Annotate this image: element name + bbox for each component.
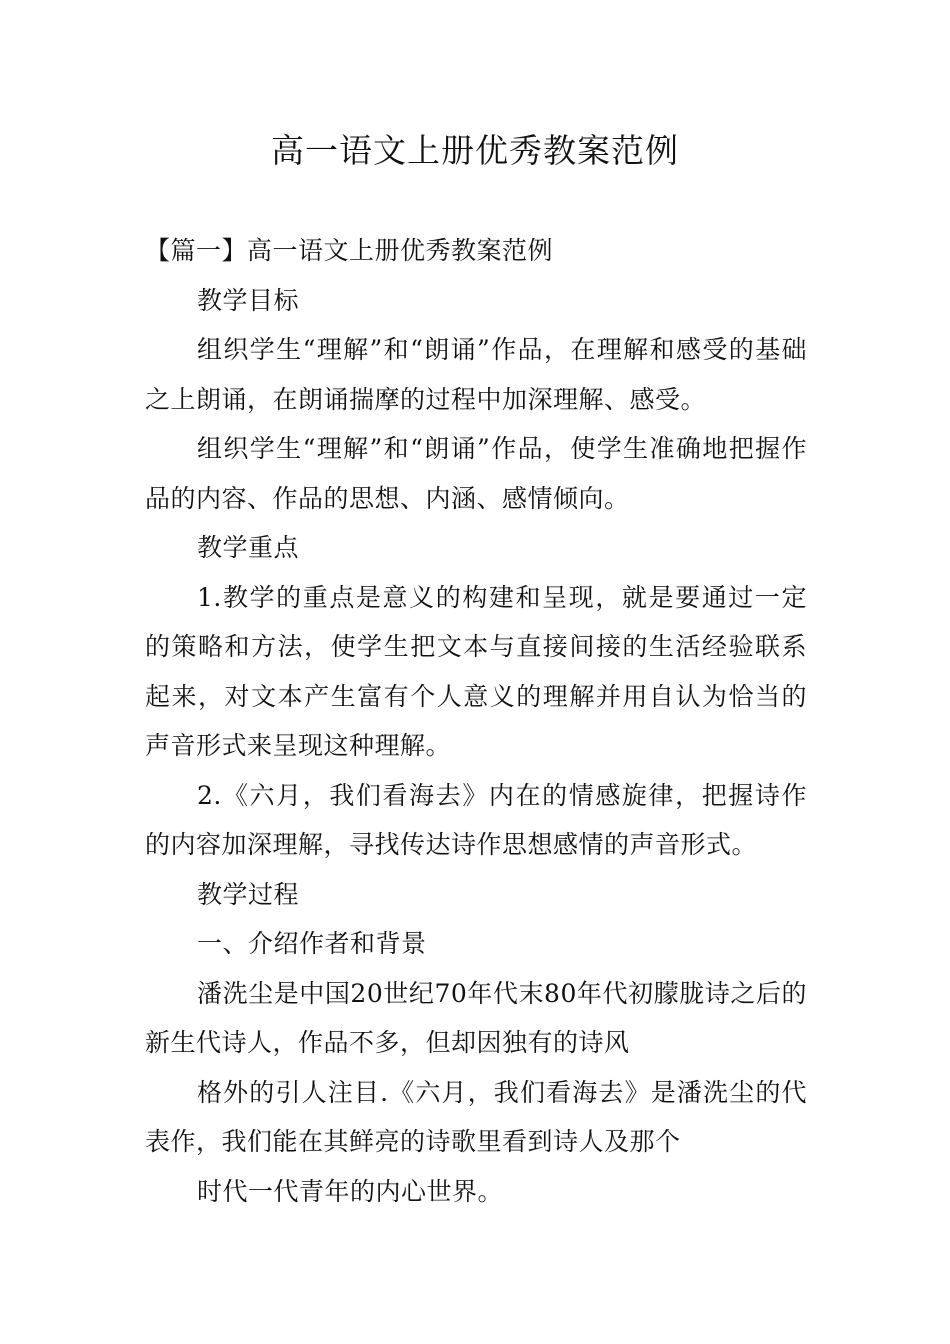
paragraph: 格外的引人注目.《六月，我们看海去》是潘洗尘的代表作，我们能在其鲜亮的诗歌里看到诗人及那个: [145, 1077, 807, 1156]
paragraph: 组织学生“理解”和“朗诵”作品，在理解和感受的基础之上朗诵，在朗诵揣摩的过程中加深理解、感受。: [145, 335, 807, 414]
document-title: 高一语文上册优秀教案范例: [271, 131, 679, 170]
paragraph: 潘洗尘是中国20世纪70年代末80年代初朦胧诗之后的新生代诗人，作品不多，但却因独有的诗风: [145, 978, 807, 1057]
subheading-teaching-process: 教学过程: [197, 879, 300, 909]
paragraph: 时代一代青年的内心世界。: [197, 1176, 504, 1206]
section-heading: 【篇一】高一语文上册优秀教案范例: [145, 236, 554, 265]
subheading-teaching-focus: 教学重点: [197, 533, 300, 562]
paragraph: 1.教学的重点是意义的构建和呈现，就是要通过一定的策略和方法，使学生把文本与直接间接的生活经验联系起来，对文本产生富有个人意义的理解并用自认为恰当的声音形式来呈现这种理解。: [145, 582, 807, 760]
document-body: [145, 226, 807, 1216]
paragraph: 组织学生“理解”和“朗诵”作品，使学生准确地把握作品的内容、作品的思想、内涵、感情倾向。: [145, 434, 807, 513]
subheading-teaching-goals: 教学目标: [197, 285, 300, 315]
paragraph: 2.《六月，我们看海去》内在的情感旋律，把握诗作的内容加深理解，寻找传达诗作思想感情的声音形式。: [145, 780, 807, 859]
subheading-author-background: 一、介绍作者和背景: [197, 929, 427, 958]
